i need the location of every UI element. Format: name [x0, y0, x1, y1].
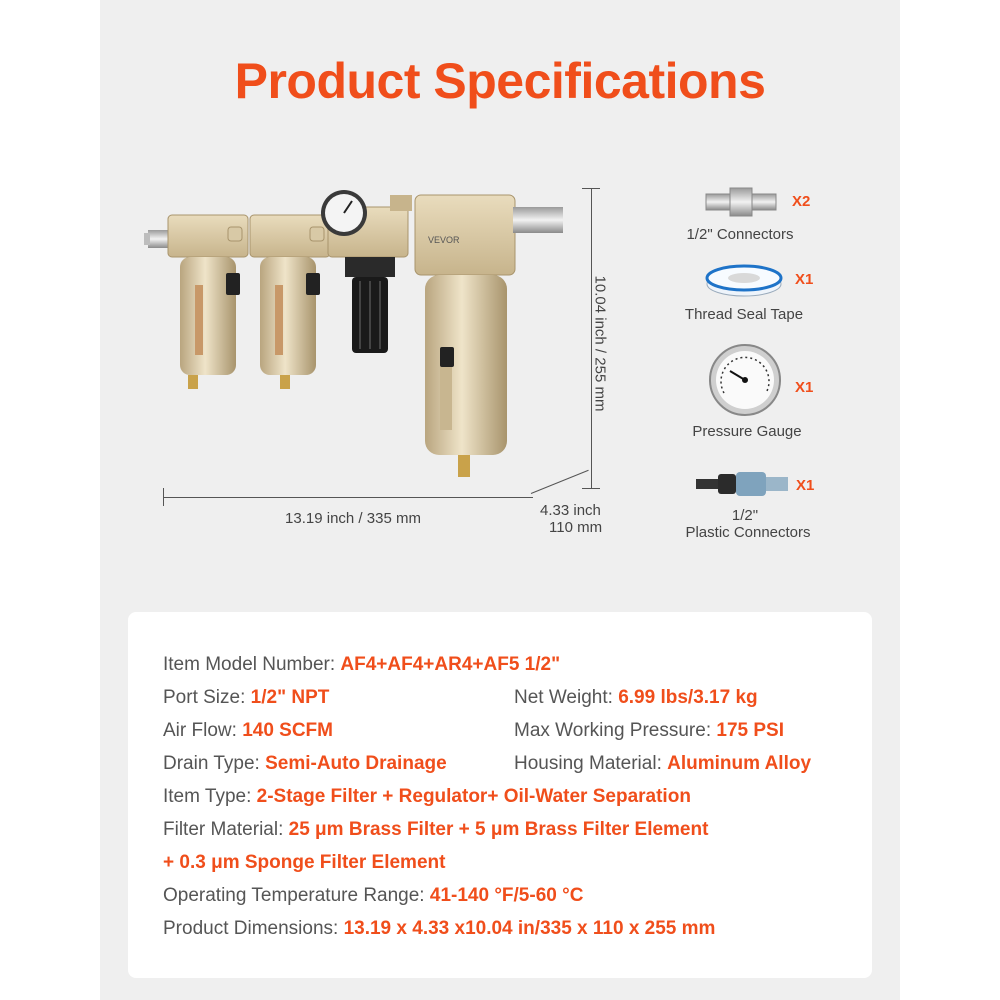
width-dimension-line	[163, 497, 533, 498]
accessory-label-seal-tape: Thread Seal Tape	[684, 306, 804, 323]
spec-air-flow: Air Flow: 140 SCFM	[163, 720, 333, 741]
spec-drain-type: Drain Type: Semi-Auto Drainage	[163, 753, 447, 774]
accessory-qty-connectors: X2	[792, 193, 811, 210]
accessory-label-pressure-gauge: Pressure Gauge	[692, 423, 802, 440]
accessory-label-plastic-connectors-line2: Plastic Connectors	[685, 524, 811, 541]
spec-net-weight: Net Weight: 6.99 lbs/3.17 kg	[514, 687, 758, 708]
spec-operating-temperature: Operating Temperature Range: 41-140 °F/5-60 °C	[163, 885, 584, 906]
height-dimension-cap	[582, 188, 600, 189]
spec-filter-material-continued: + 0.3 μm Sponge Filter Element	[163, 852, 446, 873]
spec-port-size: Port Size: 1/2" NPT	[163, 687, 330, 708]
brass-nipple-connector-icon	[704, 186, 778, 218]
width-dimension-cap	[163, 488, 164, 506]
height-dimension-cap	[582, 488, 600, 489]
seal-tape-roll-icon	[704, 262, 784, 298]
accessory-qty-seal-tape: X1	[795, 271, 814, 288]
spec-model-number: Item Model Number: AF4+AF4+AR4+AF5 1/2"	[163, 654, 561, 675]
width-dimension-label: 13.19 inch / 335 mm	[285, 510, 421, 527]
product-image-filter-regulator-unit	[140, 185, 580, 490]
spec-filter-material: Filter Material: 25 μm Brass Filter + 5 μm Brass Filter Element	[163, 819, 709, 840]
accessory-label-plastic-connectors-line1: 1/2"	[731, 507, 759, 524]
height-dimension-label: 10.04 inch / 255 mm	[591, 275, 609, 412]
depth-dimension-label-line2: 110 mm	[549, 519, 603, 536]
accessory-label-connectors: 1/2" Connectors	[686, 226, 794, 243]
spec-item-type: Item Type: 2-Stage Filter + Regulator+ Oil-Water Separation	[163, 786, 691, 807]
plastic-connector-icon	[694, 470, 790, 498]
spec-housing-material: Housing Material: Aluminum Alloy	[514, 753, 812, 774]
depth-dimension-label-line1: 4.33 inch	[540, 502, 601, 519]
pressure-gauge-icon	[708, 343, 782, 417]
spec-max-working-pressure: Max Working Pressure: 175 PSI	[514, 720, 784, 741]
spec-product-dimensions: Product Dimensions: 13.19 x 4.33 x10.04 in/335 x 110 x 255 mm	[163, 918, 716, 939]
page-title: Product Specifications	[234, 53, 766, 109]
brand-mark: VEVOR	[428, 235, 460, 245]
accessory-qty-pressure-gauge: X1	[795, 379, 814, 396]
accessory-qty-plastic-connectors: X1	[796, 477, 815, 494]
